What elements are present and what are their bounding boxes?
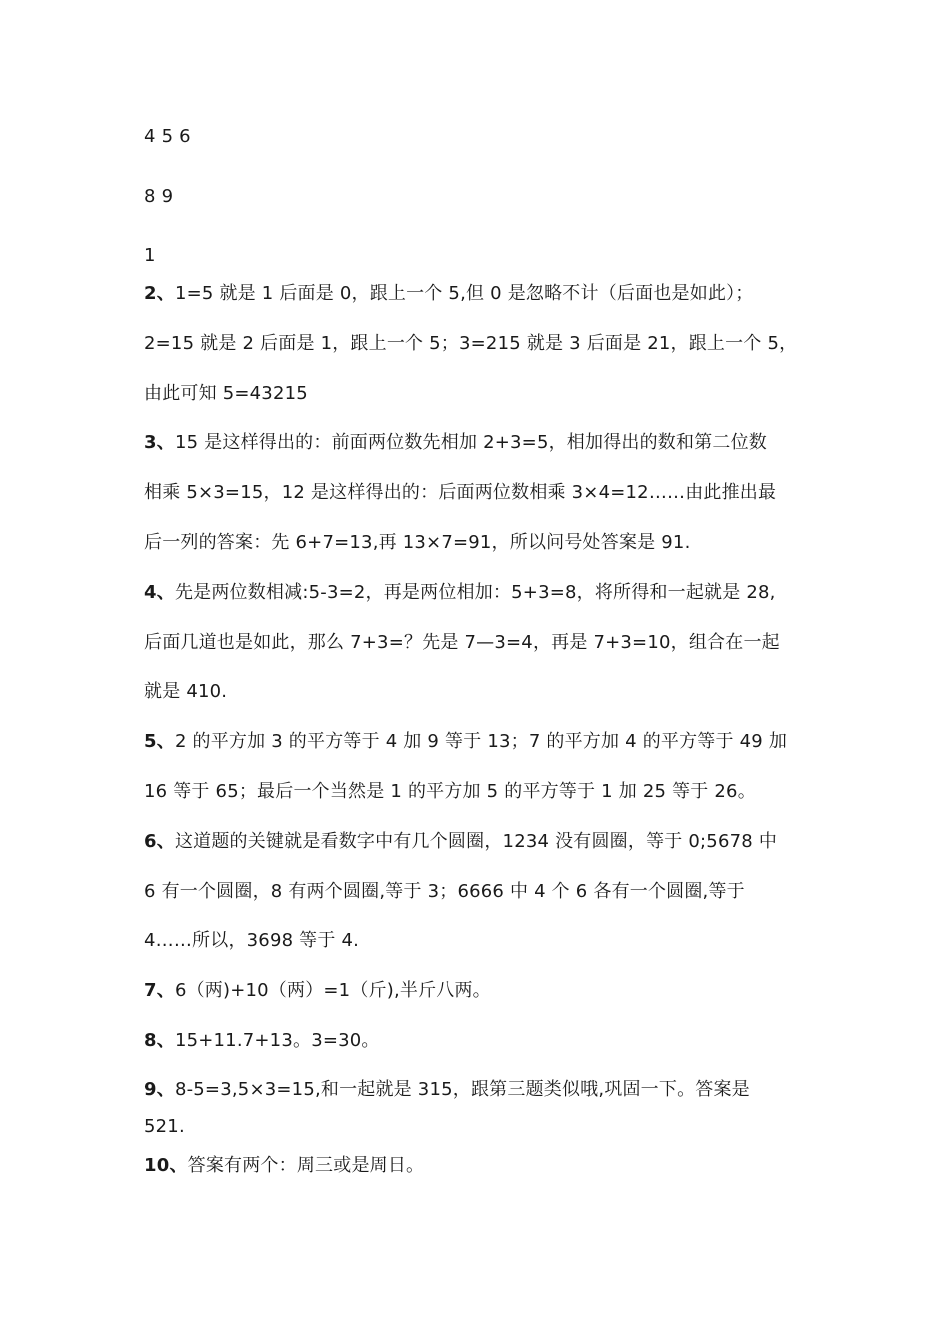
answer-9-line-2: 521. <box>144 1116 185 1137</box>
answer-2-line-2: 2=15 就是 2 后面是 1，跟上一个 5；3=215 就是 3 后面是 21，跟上一个 5， <box>144 333 798 354</box>
number-row-2: 8 9 <box>144 186 174 207</box>
answer-number: 4、 <box>144 582 175 603</box>
answer-4-line-2: 后面几道也是如此，那么 7+3=？先是 7—3=4，再是 7+3=10，组合在一起 <box>144 632 780 653</box>
answer-number: 3、 <box>144 432 175 453</box>
answer-10-line-1: 10、答案有两个：周三或是周日。 <box>144 1155 425 1176</box>
answer-4-line-3: 就是 410. <box>144 681 228 702</box>
answer-number: 7、 <box>144 980 175 1001</box>
answer-number: 5、 <box>144 731 175 752</box>
number-row-3: 1 <box>144 245 156 266</box>
answer-9-line-1: 9、8-5=3,5×3=15,和一起就是 315，跟第三题类似哦,巩固一下。答案是 <box>144 1079 750 1100</box>
number-row-1: 4 5 6 <box>144 126 191 147</box>
answer-7-line-1: 7、6（两)+10（两）=1（斤),半斤八两。 <box>144 980 491 1001</box>
answer-4-line-1: 4、先是两位数相减:5-3=2，再是两位相加：5+3=8，将所得和一起就是 28, <box>144 582 776 603</box>
answer-number: 6、 <box>144 831 175 852</box>
answer-6-line-3: 4……所以，3698 等于 4. <box>144 930 360 951</box>
answer-number: 8、 <box>144 1030 175 1051</box>
answer-8-line-1: 8、15+11.7+13。3=30。 <box>144 1030 380 1051</box>
answer-3-line-2: 相乘 5×3=15，12 是这样得出的：后面两位数相乘 3×4=12……由此推出最 <box>144 482 777 503</box>
answer-2-line-3: 由此可知 5=43215 <box>144 383 308 404</box>
answer-number: 9、 <box>144 1079 175 1100</box>
answer-2-line-1: 2、1=5 就是 1 后面是 0，跟上一个 5,但 0 是忽略不计（后面也是如此）； <box>144 283 754 304</box>
answer-6-line-1: 6、这道题的关键就是看数字中有几个圆圈，1234 没有圆圈，等于 0;5678 中 <box>144 831 778 852</box>
answer-6-line-2: 6 有一个圆圈，8 有两个圆圈,等于 3；6666 中 4 个 6 各有一个圆圈,等于 <box>144 881 745 902</box>
answer-5-line-2: 16 等于 65；最后一个当然是 1 的平方加 5 的平方等于 1 加 25 等于 26。 <box>144 781 756 802</box>
answer-5-line-1: 5、2 的平方加 3 的平方等于 4 加 9 等于 13；7 的平方加 4 的平方等于 49 加 <box>144 731 788 752</box>
answer-3-line-3: 后一列的答案：先 6+7=13,再 13×7=91，所以问号处答案是 91. <box>144 532 691 553</box>
answer-number: 2、 <box>144 283 175 304</box>
answer-number: 10、 <box>144 1155 188 1176</box>
answer-3-line-1: 3、15 是这样得出的：前面两位数先相加 2+3=5，相加得出的数和第二位数 <box>144 432 768 453</box>
